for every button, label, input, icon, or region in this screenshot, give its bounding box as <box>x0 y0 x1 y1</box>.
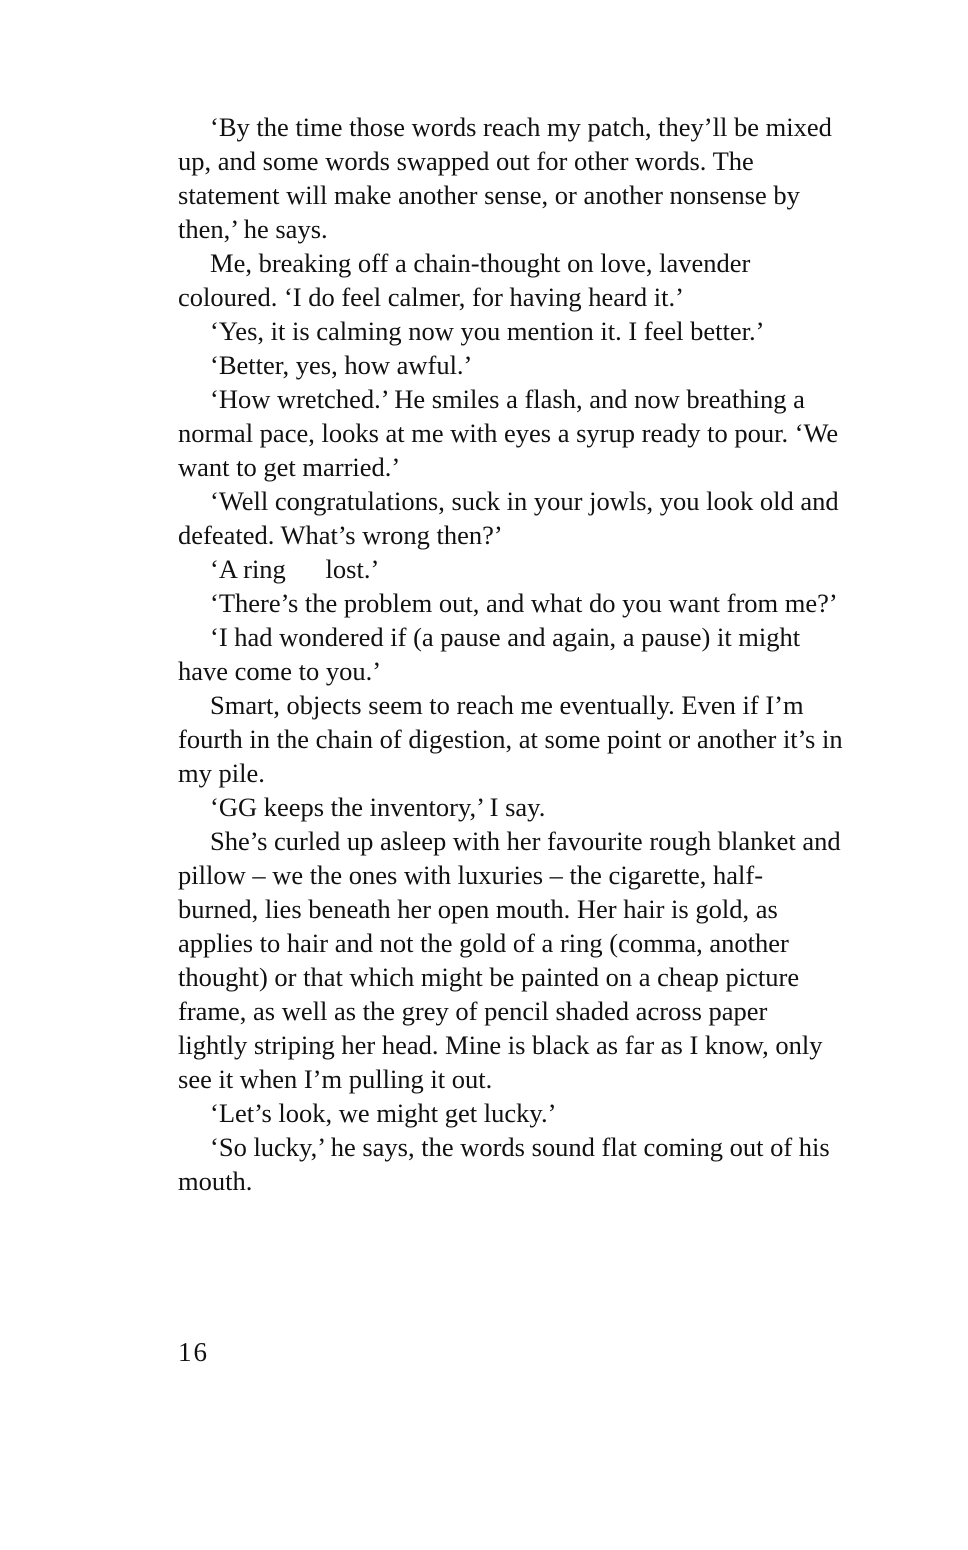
paragraph: ‘Well congratulations, suck in your jowls, you look old and defeated. What’s wrong then?’ <box>178 486 839 550</box>
paragraph: ‘Better, yes, how awful.’ <box>210 350 473 380</box>
paragraph: Me, breaking off a chain-thought on love, lavender coloured. ‘I do feel calmer, for having heard it.’ <box>178 248 751 312</box>
paragraph: ‘There’s the problem out, and what do you want from me?’ <box>210 588 838 618</box>
paragraph: ‘I had wondered if (a pause and again, a pause) it might have come to you.’ <box>178 622 801 686</box>
paragraph: ‘How wretched.’ He smiles a flash, and now breathing a normal pace, looks at me with eyes a syrup ready to pour. ‘We want to get married.’ <box>178 384 839 482</box>
paragraph: ‘Yes, it is calming now you mention it. I feel better.’ <box>210 316 765 346</box>
paragraph: ‘A ring lost.’ <box>210 554 380 584</box>
paragraph: She’s curled up asleep with her favourite rough blanket and pillow – we the ones with luxuries – the cigarette, half-burned, lies beneath her open mouth. Her hair is gold, as applies to hair and not the gold of a ring (comma, another thought) or that which might be painted on a cheap picture frame, as well as the grey of pencil shaded across paper lightly striping her head. Mine is black as far as I know, only see it when I’m pulling it out. <box>178 826 841 1094</box>
paragraph: ‘By the time those words reach my patch, they’ll be mixed up, and some words swapped out for other words. The statement will make another sense, or another nonsense by then,’ he says. <box>178 112 832 244</box>
paragraph: ‘Let’s look, we might get lucky.’ <box>210 1098 557 1128</box>
page-number: 16 <box>178 1337 209 1367</box>
paragraph: Smart, objects seem to reach me eventually. Even if I’m fourth in the chain of digestion, at some point or another it’s in my pile. <box>178 690 843 788</box>
paragraph: ‘GG keeps the inventory,’ I say. <box>210 792 546 822</box>
body-text <box>178 110 843 1198</box>
paragraph: ‘So lucky,’ he says, the words sound flat coming out of his mouth. <box>178 1132 830 1196</box>
